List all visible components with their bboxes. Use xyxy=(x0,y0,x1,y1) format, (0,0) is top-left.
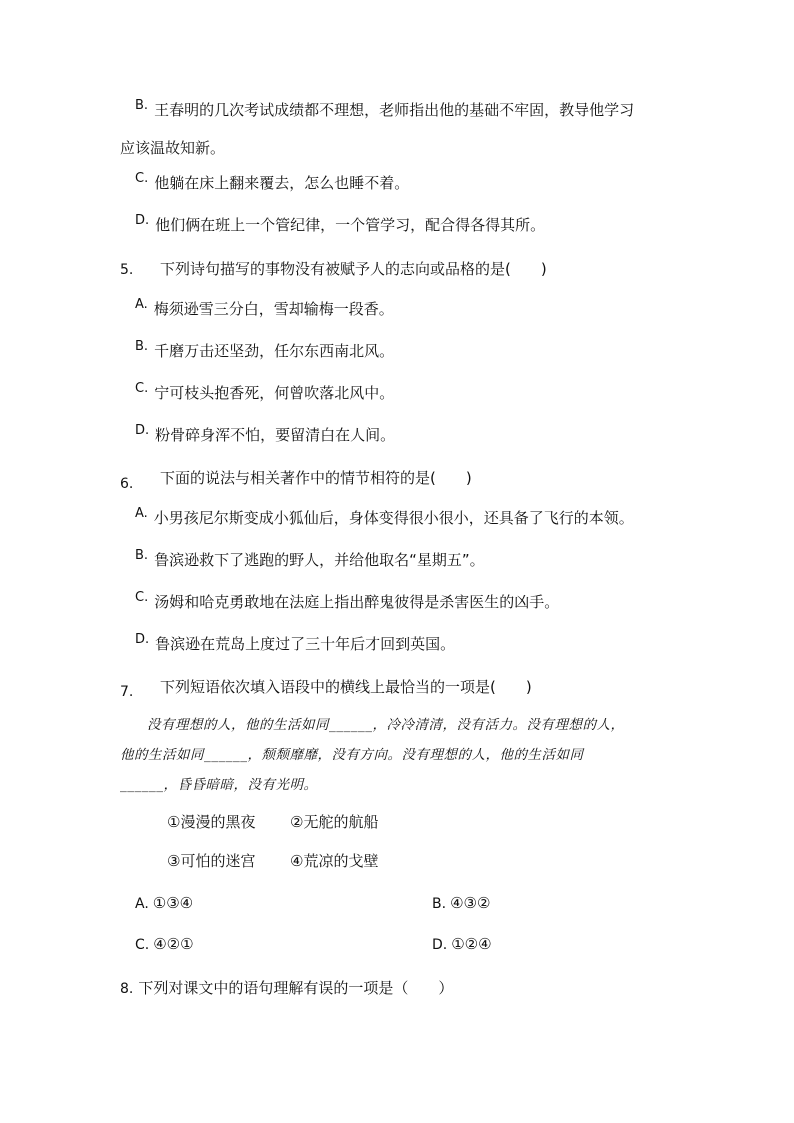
q5-option-b-text: 千磨万击还坚劲，任尔东西南北风。 xyxy=(154,342,395,360)
q7-passage-line-2: 他的生活如同______，颓颓靡靡，没有方向。没有理想的人，他的生活如同 xyxy=(120,747,584,763)
q7-option-b-label: B. xyxy=(432,896,447,912)
q7-number: 7. xyxy=(120,684,134,700)
q7-option-d-text: ①②④ xyxy=(451,935,492,953)
q4-option-b-label: B. xyxy=(135,98,149,113)
q4-option-d-label: D. xyxy=(135,213,150,228)
q4-option-c-text: 他躺在床上翻来覆去，怎么也睡不着。 xyxy=(154,174,410,192)
q5-option-a-label: A. xyxy=(135,297,148,312)
q5-option-d-text: 粉骨碎身浑不怕，要留清白在人间。 xyxy=(155,426,396,444)
q7-passage xyxy=(120,710,673,800)
q4-option-b-cont: 应该温故知新。 xyxy=(120,139,226,157)
q6-option-b-label: B. xyxy=(135,548,149,563)
q5-option-a-text: 梅须逊雪三分白，雪却输梅一段香。 xyxy=(153,300,394,318)
q7-phrase-4: ④荒凉的戈壁 xyxy=(290,852,379,870)
q4-option-c xyxy=(135,172,409,196)
q7-phrase-1: ①漫漫的黑夜 xyxy=(167,813,256,831)
q7-phrase-2: ②无舵的航船 xyxy=(290,813,379,831)
q7-stem-text: 下列短语依次填入语段中的横线上最恰当的一项是( ) xyxy=(160,678,532,696)
q6-option-a-label: A. xyxy=(135,506,148,521)
q6-option-a-text: 小男孩尼尔斯变成小狐仙后，身体变得很小很小，还具备了飞行的本领。 xyxy=(153,509,634,527)
q5-number: 5. xyxy=(120,262,134,278)
q4-option-c-label: C. xyxy=(135,171,149,186)
q7-option-b xyxy=(432,892,490,915)
q6-number: 6. xyxy=(120,476,134,492)
q7-passage-line-1: 没有理想的人，他的生活如同______，冷冷清清，没有活力。没有理想的人， xyxy=(147,717,625,733)
q5-option-a xyxy=(135,298,394,322)
q6-option-b xyxy=(135,549,485,573)
q6-option-d-label: D. xyxy=(135,632,150,647)
q7-option-a-text: ①③④ xyxy=(152,894,194,912)
q7-option-a xyxy=(135,892,193,915)
q7-passage-line-3: ______，昏昏暗暗，没有光明。 xyxy=(120,777,318,793)
q6-option-a xyxy=(135,507,634,531)
q5-option-b xyxy=(135,340,394,364)
q6-option-c-label: C. xyxy=(135,590,149,605)
q6-option-c-text: 汤姆和哈克勇敢地在法庭上指出醉鬼彼得是杀害医生的凶手。 xyxy=(154,593,560,611)
q6-stem-text: 下面的说法与相关著作中的情节相符的是( ) xyxy=(160,469,472,487)
q6-option-d xyxy=(135,633,455,657)
q5-option-d xyxy=(135,424,395,448)
q7-option-c xyxy=(135,933,194,956)
q6-option-b-text: 鲁滨逊救下了逃跑的野人，并给他取名“星期五”。 xyxy=(154,551,485,569)
q6-option-d-text: 鲁滨逊在荒岛上度过了三十年后才回到英国。 xyxy=(155,635,456,653)
q7-option-a-label: A. xyxy=(135,896,149,912)
q4-option-b xyxy=(135,99,634,123)
q8-stem-text: 下列对课文中的语句理解有误的一项是（ ） xyxy=(138,979,454,997)
q6-option-c xyxy=(135,591,559,615)
q7-option-d-label: D. xyxy=(432,937,448,953)
q5-stem xyxy=(120,258,547,281)
q7-phrase-3: ③可怕的迷宫 xyxy=(167,852,256,870)
q7-option-c-text: ④②① xyxy=(153,935,194,953)
q5-stem-text: 下列诗句描写的事物没有被赋予人的志向或品格的是( ) xyxy=(160,260,547,278)
q7-option-b-text: ④③② xyxy=(450,894,491,912)
q4-option-d-text: 他们俩在班上一个管纪律，一个管学习，配合得各得其所。 xyxy=(155,216,546,234)
q5-option-c-text: 宁可枝头抱香死，何曾吹落北风中。 xyxy=(154,384,395,402)
q5-option-d-label: D. xyxy=(135,423,150,438)
q5-option-c xyxy=(135,382,394,406)
q7-stem xyxy=(120,676,532,699)
q8-stem xyxy=(120,977,453,1000)
q7-option-d xyxy=(432,933,492,956)
q6-stem xyxy=(120,467,472,490)
q5-option-c-label: C. xyxy=(135,381,149,396)
q4-option-b-text: 王春明的几次考试成绩都不理想，老师指出他的基础不牢固，教导他学习 xyxy=(154,101,635,119)
q5-option-b-label: B. xyxy=(135,339,149,354)
q4-option-d xyxy=(135,214,545,238)
q8-number: 8. xyxy=(120,981,134,997)
q7-option-c-label: C. xyxy=(135,937,150,953)
